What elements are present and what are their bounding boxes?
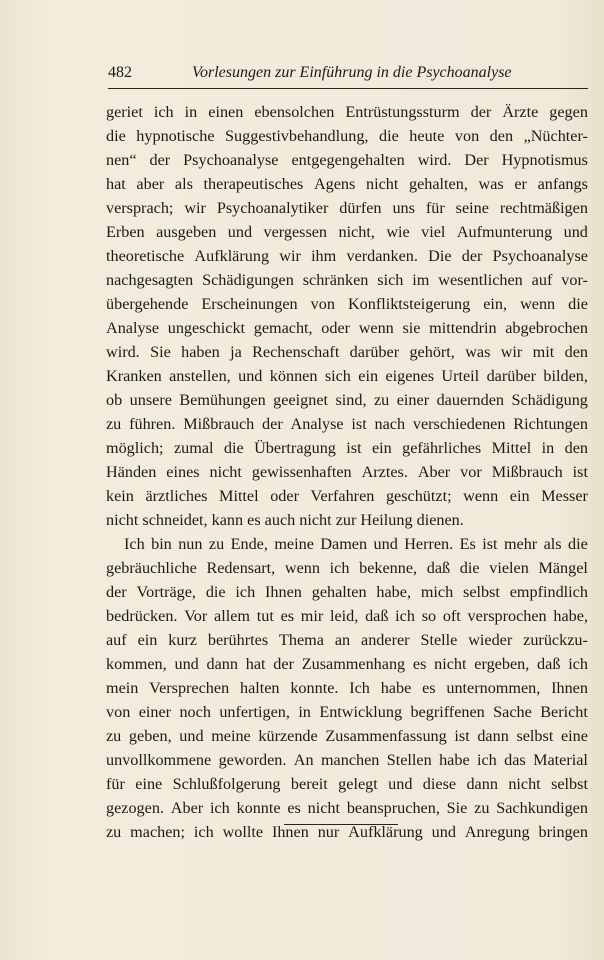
text-line: wird. Sie haben ja Rechenschaft darüber gehört, was wir mit den xyxy=(106,343,588,361)
text-line: Ich bin nun zu Ende, meine Damen und Herren. Es ist mehr als die xyxy=(124,535,588,553)
text-line: Erben ausgeben und vergessen nicht, wie viel Aufmunterung und xyxy=(106,223,588,241)
text-line: auf ein kurz berührtes Thema an anderer Stelle wieder zurückzu- xyxy=(106,631,588,649)
text-line: Analyse ungeschickt gemacht, oder wenn sie mittendrin abgebrochen xyxy=(106,319,588,337)
text-line: ob unsere Bemühungen geeignet sind, zu einer dauernden Schädigung xyxy=(106,391,588,409)
text-line: mein Versprechen halten konnte. Ich habe es unternommen, Ihnen xyxy=(106,679,588,697)
text-line: zu machen; ich wollte Ihnen nur Aufklärung und Anregung bringen xyxy=(106,823,588,841)
text-line: zu geben, und meine kürzende Zusammenfassung ist dann selbst eine xyxy=(106,727,588,745)
text-line: kein ärztliches Mittel oder Verfahren geschützt; wenn ein Messer xyxy=(106,487,588,505)
header-rule xyxy=(108,88,588,89)
page-number: 482 xyxy=(108,64,132,81)
text-line: zu führen. Mißbrauch der Analyse ist nach verschiedenen Richtungen xyxy=(106,415,588,433)
text-line: geriet ich in einen ebensolchen Entrüstungssturm der Ärzte gegen xyxy=(106,103,588,121)
paragraph xyxy=(106,100,588,532)
text-line: kommen, und dann hat der Zusammenhang es nicht ergeben, daß ich xyxy=(106,655,588,673)
end-rule xyxy=(284,824,398,825)
text-line: nachgesagten Schädigungen schränken sich im wesentlichen auf vor- xyxy=(106,271,588,289)
running-title: Vorlesungen zur Einführung in die Psychoanalyse xyxy=(192,64,512,81)
text-line: bedrücken. Vor allem tut es mir leid, daß ich so oft versprochen habe, xyxy=(106,607,588,625)
text-line: Kranken anstellen, und können sich ein eigenes Urteil darüber bilden, xyxy=(106,367,588,385)
body-text xyxy=(106,100,588,844)
text-line: unvollkommene geworden. An manchen Stellen habe ich das Material xyxy=(106,751,588,769)
text-line: möglich; zumal die Übertragung ist ein gefährliches Mittel in den xyxy=(106,439,588,457)
text-line: hat aber als therapeutisches Agens nicht gehalten, was er anfangs xyxy=(106,175,588,193)
text-line: nicht schneidet, kann es auch nicht zur Heilung dienen. xyxy=(106,511,464,529)
text-line: gebräuchliche Redensart, wenn ich bekenne, daß die vielen Mängel xyxy=(106,559,588,577)
text-line: theoretische Aufklärung wir ihm verdanken. Die der Psychoanalyse xyxy=(106,247,588,265)
text-line: die hypnotische Suggestivbehandlung, die heute von den „Nüchter- xyxy=(106,127,588,145)
text-line: der Vorträge, die ich Ihnen gehalten habe, mich selbst empfindlich xyxy=(106,583,588,601)
paragraph xyxy=(106,532,588,844)
text-line: gezogen. Aber ich konnte es nicht beanspruchen, Sie zu Sachkundigen xyxy=(106,799,588,817)
text-line: nen“ der Psychoanalyse entgegengehalten wird. Der Hypnotismus xyxy=(106,151,588,169)
text-line: versprach; wir Psychoanalytiker dürfen uns für seine rechtmäßigen xyxy=(106,199,588,217)
running-head xyxy=(108,62,588,88)
text-line: Händen eines nicht gewissenhaften Arztes. Aber vor Mißbrauch ist xyxy=(106,463,588,481)
text-line: von einer noch unfertigen, in Entwicklung begriffenen Sache Bericht xyxy=(106,703,588,721)
text-line: übergehende Erscheinungen von Konfliktsteigerung ein, wenn die xyxy=(106,295,588,313)
text-line: für eine Schlußfolgerung bereit gelegt und diese dann nicht selbst xyxy=(106,775,588,793)
